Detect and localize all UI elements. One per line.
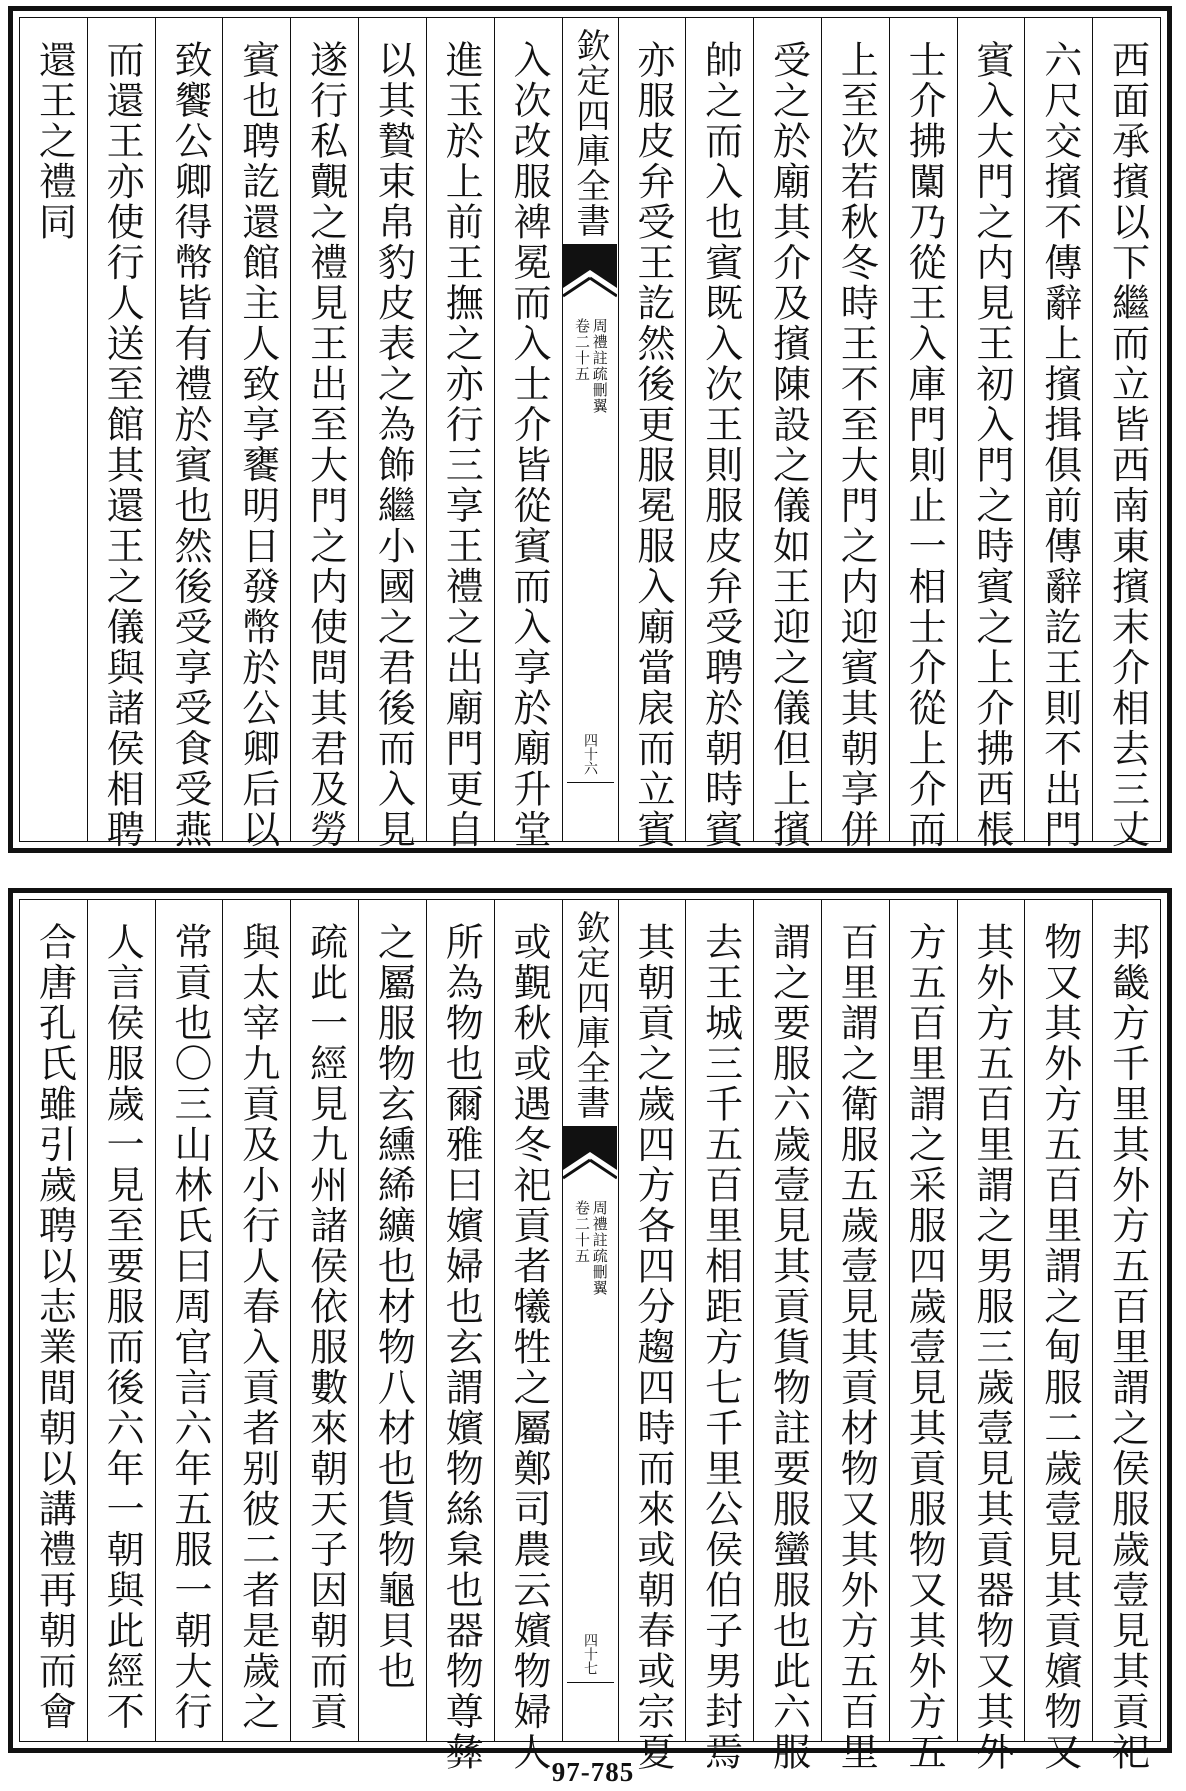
column-text: 謂之要服六歲壹見其貢貨物註要服蠻服也此六服	[766, 922, 811, 1773]
text-column	[155, 900, 223, 1741]
folio-number: 四十六	[582, 733, 598, 775]
text-column	[222, 900, 290, 1741]
column-text: 而還王亦使行人送至館其還王之儀與諸侯相聘	[100, 40, 145, 850]
column-text: 或覲秋或遇冬祀貢者犧牲之屬鄭司農云嬪物婦人	[507, 922, 552, 1773]
text-column	[20, 900, 87, 1741]
volume-number: 卷二十五	[573, 318, 591, 382]
column-text: 以其贄束帛豹皮表之為飾繼小國之君後而入見	[371, 40, 416, 850]
column-text: 常貢也〇三山林氏曰周官言六年五服一朝大行	[167, 922, 212, 1732]
text-column	[618, 18, 686, 850]
text-column	[358, 18, 426, 850]
text-column	[290, 18, 358, 850]
column-text: 人言侯服歲一見至要服而後六年一朝與此經不	[100, 922, 145, 1732]
text-column	[290, 900, 358, 1741]
text-column	[426, 18, 494, 850]
column-text: 其朝貢之歲四方各四分趨四時而來或朝春或宗夏	[630, 922, 675, 1773]
column-text: 之屬服物玄纁絺纊也材物八材也貨物龜貝也	[371, 922, 416, 1692]
text-column	[1024, 900, 1092, 1773]
text-column	[685, 18, 753, 850]
text-column	[821, 900, 889, 1773]
page-number: 97-785	[551, 1757, 635, 1787]
column-text: 物又其外方五百里謂之甸服二歲壹見其貢嬪物又	[1037, 922, 1082, 1773]
text-column	[87, 18, 155, 850]
text-column	[155, 18, 223, 850]
top-page-body	[19, 17, 1161, 850]
column-text: 疏此一經見九州諸侯依服數來朝天子因朝而貢	[303, 922, 348, 1732]
fishtail-mark-icon	[563, 244, 617, 314]
text-column	[821, 18, 889, 850]
column-text: 致饗公卿得幣皆有禮於賓也然後受享受食受燕	[167, 40, 212, 850]
book-metadata	[573, 1200, 607, 1296]
column-text: 賓入大門之内見王初入門之時賓之上介拂西棖	[969, 40, 1014, 850]
text-column	[685, 900, 753, 1773]
text-column	[957, 18, 1025, 850]
column-text: 還王之禮同	[32, 40, 77, 243]
column-text: 所為物也爾雅曰嬪婦也玄謂嬪物絲枲也器物尊彝	[439, 922, 484, 1773]
text-column	[753, 900, 821, 1773]
text-column	[957, 900, 1025, 1773]
column-text: 士介拂闑乃從王入庫門則止一相士介從上介而	[902, 40, 947, 850]
text-column	[753, 18, 821, 850]
book-metadata	[573, 318, 607, 414]
column-text: 亦服皮弁受王訖然後更服冕服入廟當扆而立賓	[630, 40, 675, 850]
text-column	[1092, 18, 1160, 850]
column-text: 帥之而入也賓既入次王則服皮弁受聘於朝時賓	[698, 40, 743, 850]
book-series-title: 欽定四庫全書	[570, 28, 610, 238]
book-name: 周禮註疏刪翼	[590, 1200, 609, 1296]
text-column	[87, 900, 155, 1741]
column-text: 受之於廟其介及擯陳設之儀如王迎之儀但上擯	[766, 40, 811, 850]
center-fold-margin	[562, 900, 618, 1741]
column-text: 入次改服裨冕而入士介皆從賓而入享於廟升堂	[507, 40, 552, 850]
column-text: 去王城三千五百里相距方七千里公侯伯子男封焉	[698, 922, 743, 1773]
text-column	[494, 18, 562, 850]
column-text: 進玉於上前王撫之亦行三享王禮之出廟門更自	[439, 40, 484, 850]
text-column	[889, 18, 957, 850]
text-column	[358, 900, 426, 1741]
text-column	[20, 18, 87, 841]
text-column	[1024, 18, 1092, 850]
fishtail-mark-icon	[563, 1126, 617, 1196]
folio-rule	[567, 1682, 614, 1683]
top-page-frame	[8, 6, 1172, 853]
text-column	[1092, 900, 1160, 1773]
text-column	[426, 900, 494, 1773]
text-column	[222, 18, 290, 850]
book-series-title: 欽定四庫全書	[570, 910, 610, 1120]
center-fold-margin	[562, 18, 618, 841]
text-column	[889, 900, 957, 1773]
text-column	[618, 900, 686, 1773]
column-text: 合唐孔氏雖引歲聘以志業間朝以講禮再朝而會	[32, 922, 77, 1732]
column-text: 上至次若秋冬時王不至大門之内迎賓其朝享併	[834, 40, 879, 850]
column-text: 六尺交擯不傳辭上擯揖俱前傳辭訖王則不出門	[1037, 40, 1082, 850]
column-text: 百里謂之衛服五歲壹見其貢材物又其外方五百里	[834, 922, 879, 1773]
folio-rule	[567, 782, 614, 783]
column-text: 其外方五百里謂之男服三歲壹見其貢器物又其外	[969, 922, 1014, 1773]
column-text: 與太宰九貢及小行人春入貢者别彼二者是歲之	[235, 922, 280, 1732]
text-column	[494, 900, 562, 1773]
column-text: 賓也聘訖還館主人致享饔明日發幣於公卿后以	[235, 40, 280, 850]
volume-number: 卷二十五	[573, 1200, 591, 1264]
column-text: 方五百里謂之采服四歲壹見其貢服物又其外方五	[902, 922, 947, 1773]
column-text: 西面承擯以下繼而立皆西南東擯末介相去三丈	[1105, 40, 1150, 850]
column-text: 遂行私覿之禮見王出至大門之内使問其君及勞	[303, 40, 348, 850]
column-text: 邦畿方千里其外方五百里謂之侯服歲壹見其貢祀	[1105, 922, 1150, 1773]
folio-number: 四十七	[582, 1633, 598, 1675]
book-name: 周禮註疏刪翼	[590, 318, 609, 414]
